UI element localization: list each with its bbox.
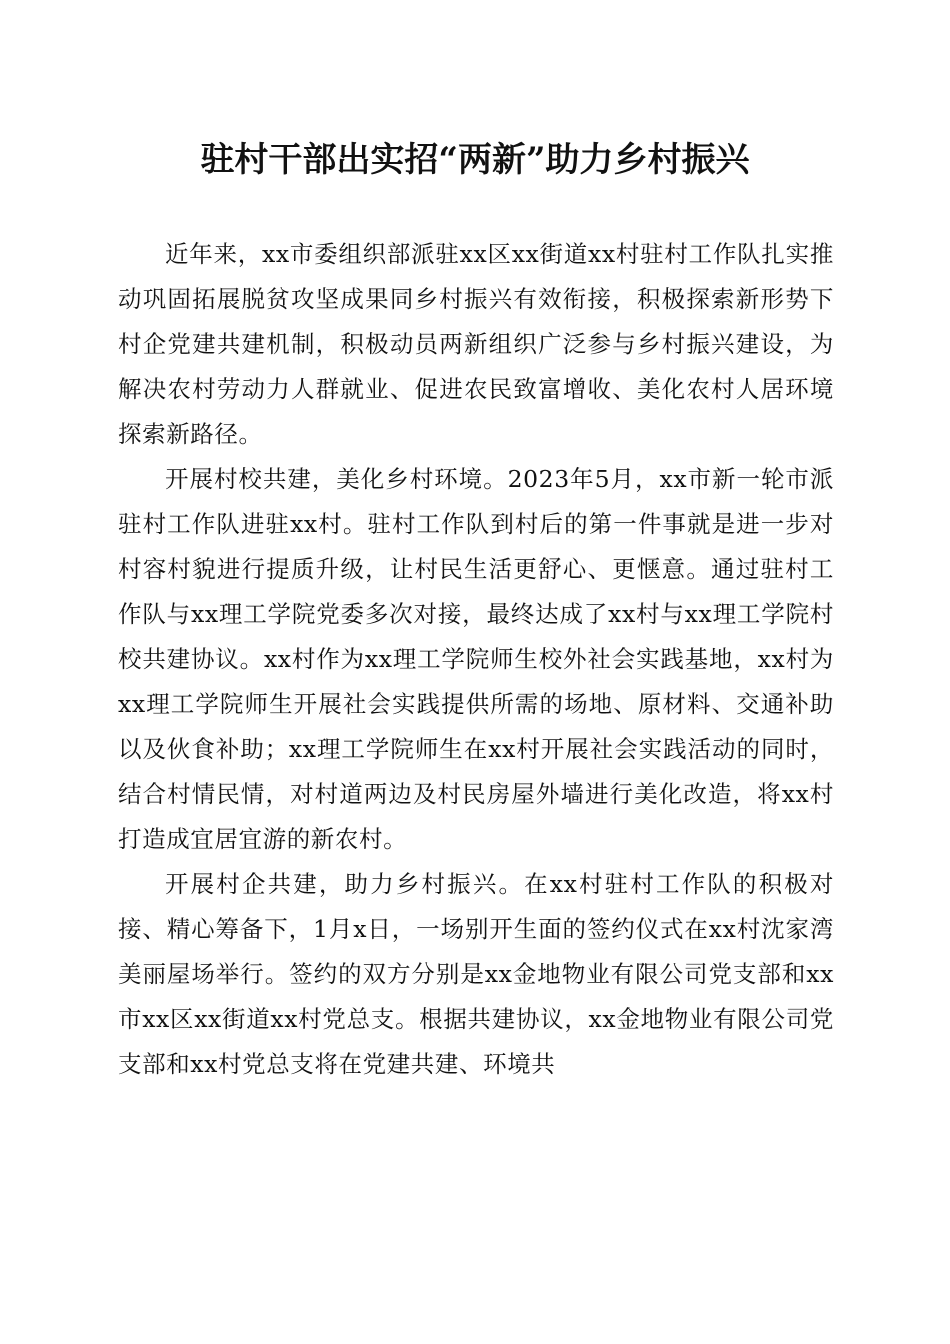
document-title: 驻村干部出实招“两新”助力乡村振兴: [200, 140, 750, 180]
paragraph-village-enterprise: 开展村企共建，助力乡村振兴。在xx村驻村工作队的积极对接、精心筹备下，1月x日，一场别开生面的签约仪式在xx村沈家湾美丽屋场举行。签约的双方分别是xx金地物业有限公司党支部和xx市xx区xx街道xx村党总支。根据共建协议，xx金地物业有限公司党支部和xx村党总支将在党建共建、环境共: [118, 870, 834, 1078]
paragraph-village-school: 开展村校共建，美化乡村环境。2023年5月，xx市新一轮市派驻村工作队进驻xx村。驻村工作队到村后的第一件事就是进一步对村容村貌进行提质升级，让村民生活更舒心、更惬意。通过驻村工作队与xx理工学院党委多次对接，最终达成了xx村与xx理工学院村校共建协议。xx村作为xx理工学院师生校外社会实践基地，xx村为xx理工学院师生开展社会实践提供所需的场地、原材料、交通补助以及伙食补助；xx理工学院师生在xx村开展社会实践活动的同时，结合村情民情，对村道两边及村民房屋外墙进行美化改造，将xx村打造成宜居宜游的新农村。: [118, 465, 834, 853]
document-body: [118, 232, 834, 1087]
paragraph-intro: 近年来，xx市委组织部派驻xx区xx街道xx村驻村工作队扎实推动巩固拓展脱贫攻坚成果同乡村振兴有效衔接，积极探索新形势下村企党建共建机制，积极动员两新组织广泛参与乡村振兴建设，为解决农村劳动力人群就业、促进农民致富增收、美化农村人居环境探索新路径。: [118, 240, 834, 448]
